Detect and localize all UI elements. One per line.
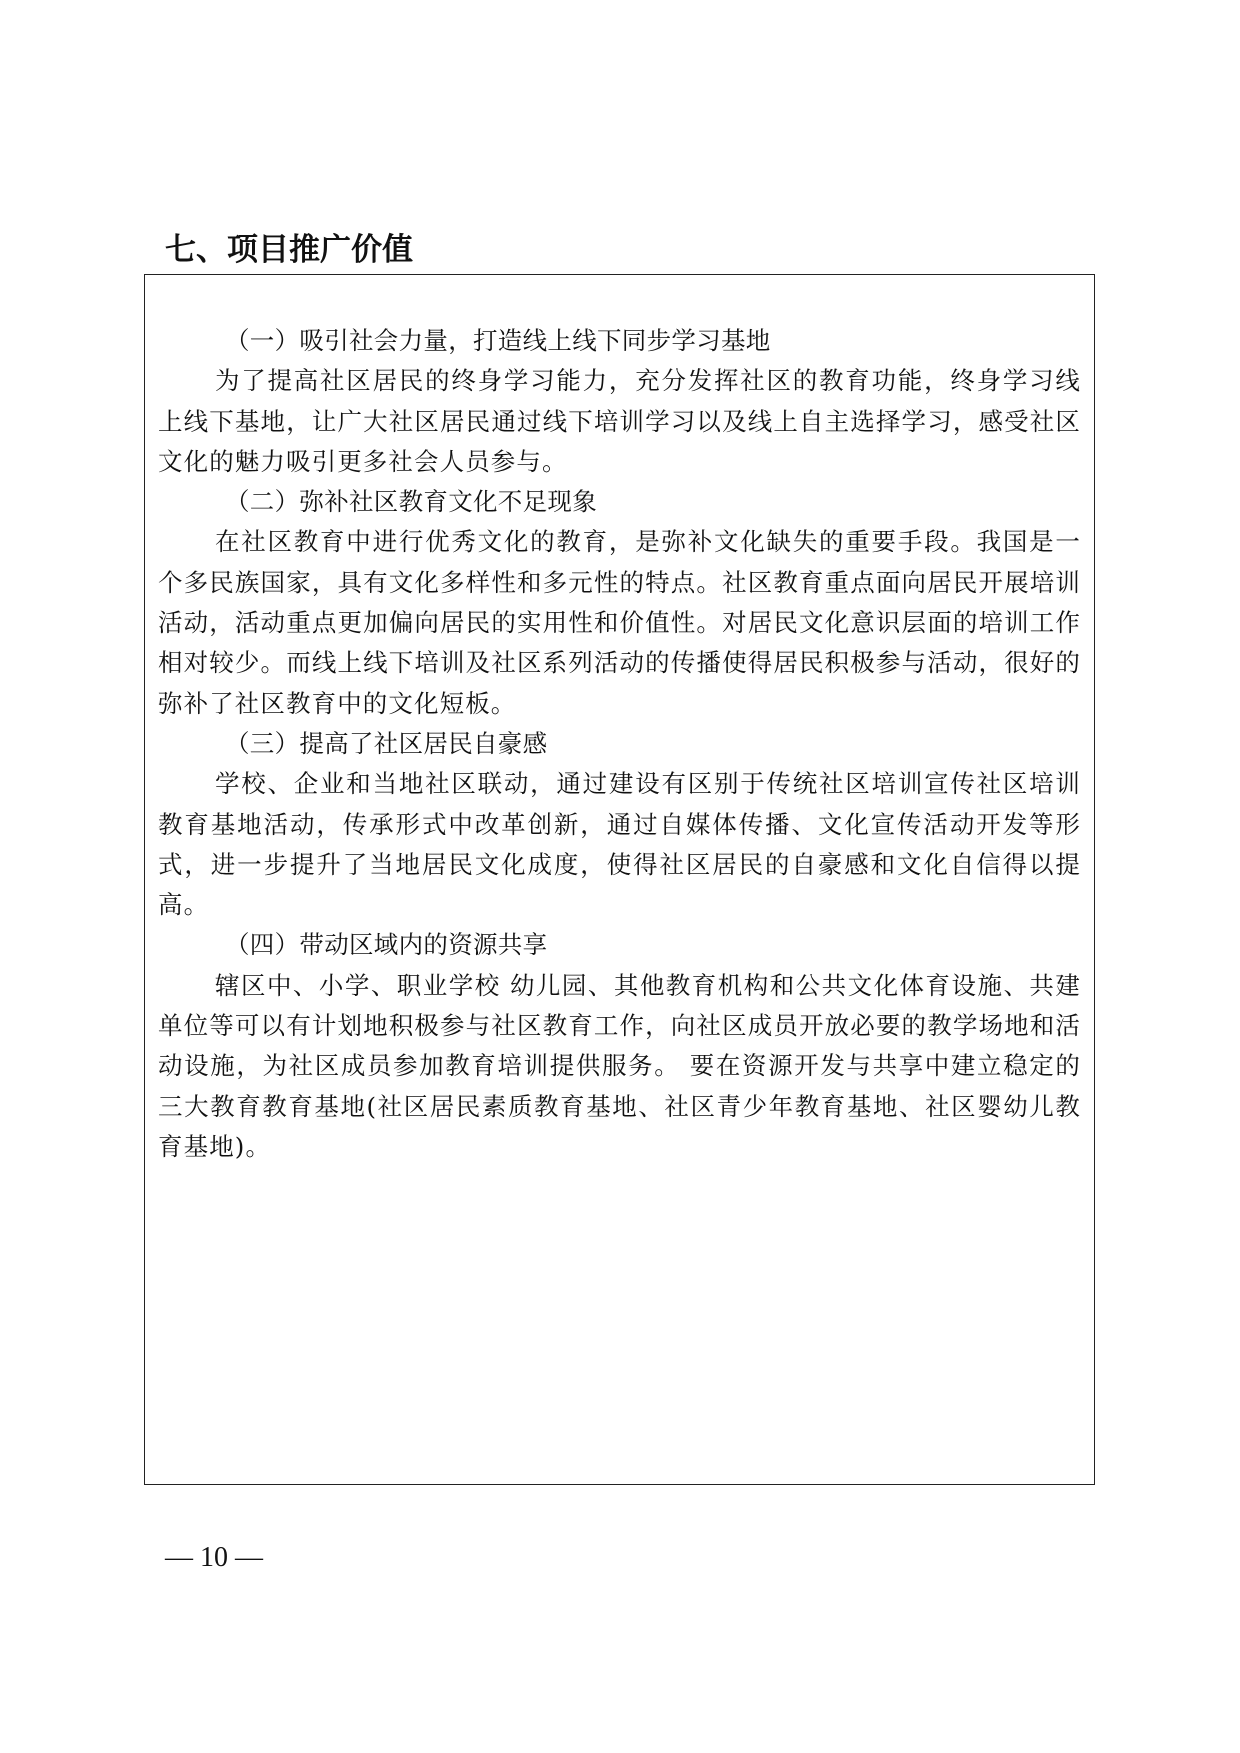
subheading-1: （一）吸引社会力量，打造线上线下同步学习基地 bbox=[225, 326, 771, 355]
paragraph-3: 学校、企业和当地社区联动，通过建设有区别于传统社区培训宣传社区培训教育基地活动，传承形式中改革创新，通过自媒体传播、文化宣传活动开发等形式，进一步提升了当地居民文化成度，使得社区居民的自豪感和文化自信得以提高。 bbox=[158, 769, 1081, 920]
paragraph-4: 辖区中、小学、职业学校 幼儿园、其他教育机构和公共文化体育设施、共建单位等可以有计划地积极参与社区教育工作，向社区成员开放必要的教学场地和活动设施，为社区成员参加教育培训提供服务。 要在资源开发与共享中建立稳定的三大教育教育基地(社区居民素质教育基地、社区青少年教育基地、社区婴幼儿教育基地)。 bbox=[158, 970, 1081, 1161]
section-title: 七、项目推广价值 bbox=[165, 232, 413, 268]
paragraph-2: 在社区教育中进行优秀文化的教育，是弥补文化缺失的重要手段。我国是一个多民族国家，具有文化多样性和多元性的特点。社区教育重点面向居民开展培训活动，活动重点更加偏向居民的实用性和价值性。对居民文化意识层面的培训工作相对较少。而线上线下培训及社区系列活动的传播使得居民积极参与活动，很好的弥补了社区教育中的文化短板。 bbox=[158, 527, 1081, 718]
content-box bbox=[144, 274, 1095, 1485]
page-number: — 10 — bbox=[165, 1542, 263, 1573]
body-text bbox=[158, 321, 1081, 1167]
subheading-4: （四）带动区域内的资源共享 bbox=[225, 930, 548, 960]
paragraph-1: 为了提高社区居民的终身学习能力，充分发挥社区的教育功能，终身学习线上线下基地，让广大社区居民通过线下培训学习以及线上自主选择学习，感受社区文化的魅力吸引更多社会人员参与。 bbox=[158, 366, 1081, 476]
subheading-3: （三）提高了社区居民自豪感 bbox=[225, 728, 548, 758]
subheading-2: （二）弥补社区教育文化不足现象 bbox=[225, 487, 597, 517]
